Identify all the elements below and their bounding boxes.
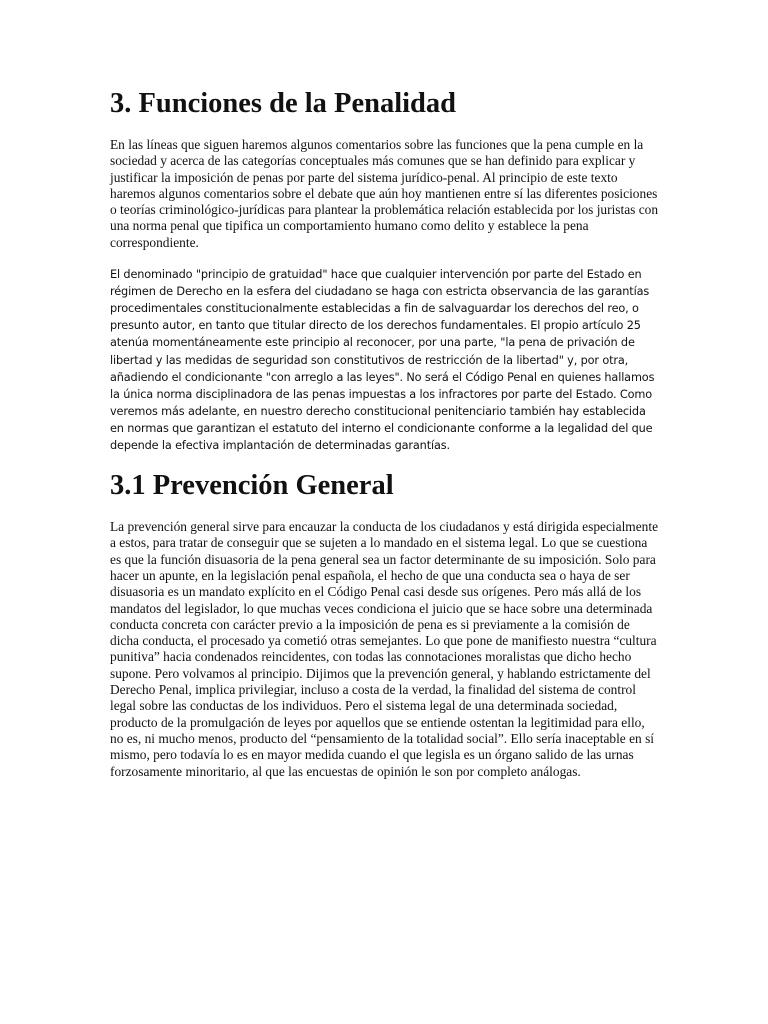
section-heading-funciones: 3. Funciones de la Penalidad [110, 88, 457, 119]
paragraph-intro: En las líneas que siguen haremos algunos comentarios sobre las funciones que la pena cumple en la sociedad y acerca de las categorías conceptuales más comunes que se han definido para explicar y justificar la imposición de penas por parte del sistema jurídico-penal. Al principio de este texto haremos algunos comentarios sobre el debate que aún hoy mantienen entre sí las diferentes posiciones o teorías criminológico-jurídicas para plantear la problemática relación establecida por los juristas con una norma penal que tipifica un comportamiento humano como delito y establece la pena correspondiente. [110, 137, 659, 250]
paragraph-prevencion-general: La prevención general sirve para encauzar la conducta de los ciudadanos y está dirigida especialmente a estos, para tratar de conseguir que se sujeten a lo mandado en el sistema legal. Lo que se cuestiona es que la función disuasoria de la pena general sea un factor determinante de su imposición. Solo para hacer un apunte, en la legislación penal española, el hecho de que una conducta sea o haya de ser disuasoria es un mandato explícito en el Código Penal casi desde sus orígenes. Pero más allá de los mandatos del legislador, lo que muchas veces condiciona el juicio que se hace sobre una determinada conducta concreta con carácter previo a la imposición de pena es si previamente a la comisión de dicha conducta, el procesado ya cometió otras semejantes. Lo que pone de manifiesto nuestra “cultura punitiva” hacia condenados reincidentes, con todas las connotaciones moralistas que dicho hecho supone. Pero volvamos al principio. Dijimos que la prevención general, y hablando estrictamente del Derecho Penal, implica privilegiar, incluso a costa de la verdad, la finalidad del sistema de control legal sobre las conductas de los individuos. Pero el sistema legal de una determinada sociedad, producto de la promulgación de leyes por aquellos que se entiende ostentan la legitimidad para ello, no es, ni mucho menos, producto del “pensamiento de la totalidad social”. Ello sería inaceptable en sí mismo, pero todavía lo es en mayor medida cuando el que legisla es un órgano salido de las urnas forzosamente minoritario, al que las encuestas de opinión le son por completo análogas. [110, 519, 659, 779]
section-heading-prevencion-general: 3.1 Prevención General [110, 470, 394, 502]
document-page [110, 86, 660, 780]
paragraph-principio-gratuidad: El denominado "principio de gratuidad" hace que cualquier intervención por parte del Estado en régimen de Derecho en la esfera del ciudadano se haga con estricta observancia de las garantías procedimentales constitucionalmente establecidas a fin de salvaguardar los derechos del reo, o presunto autor, en tanto que titular directo de los derechos fundamentales. El propio artículo 25 atenúa momentáneamente este principio al reconocer, por una parte, "la pena de privación de libertad y las medidas de seguridad son constitutivos de restricción de la libertad" y, por otra, añadiendo el condicionante "con arreglo a las leyes". No será el Código Penal en quienes hallamos la única norma disciplinadora de las penas impuestas a los infractores por parte del Estado. Como veremos más adelante, en nuestro derecho constitucional penitenciario también hay establecida en normas que garantizan el estatuto del interno el condicionante conforme a la legalidad del que depende la efectiva implantación de determinadas garantías. [110, 268, 655, 453]
